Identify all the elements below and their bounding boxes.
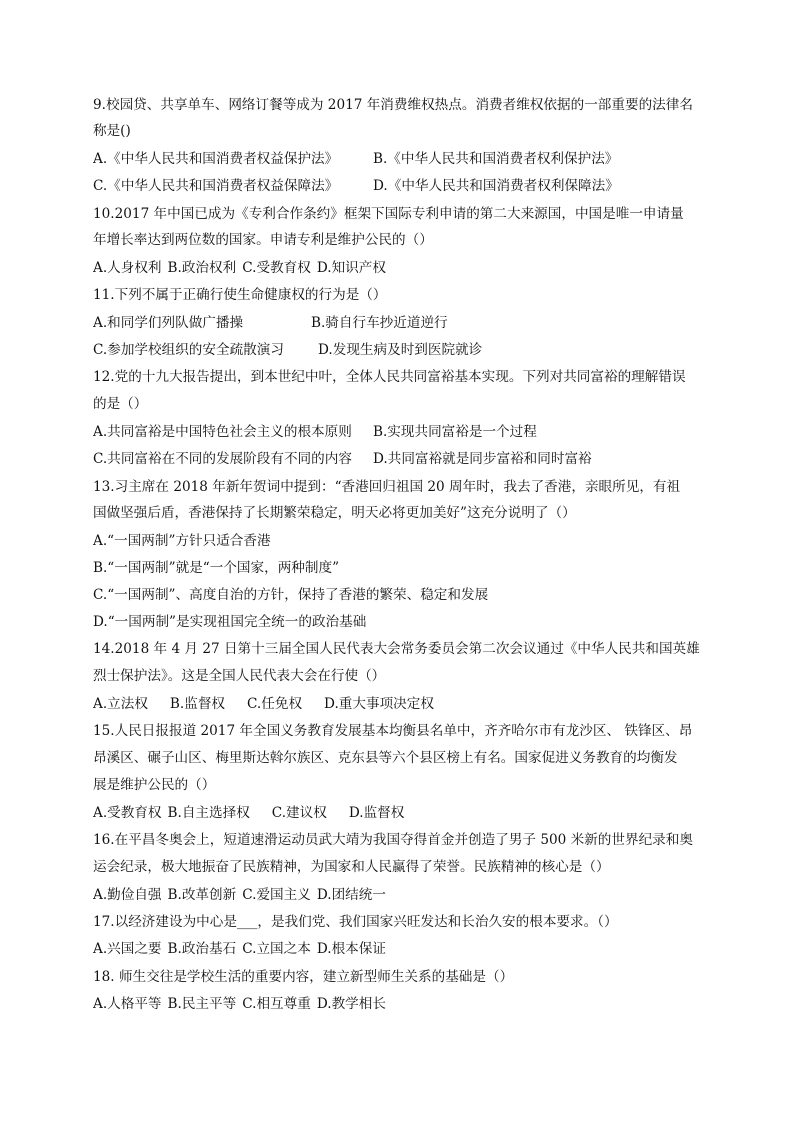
question-16-option-c: C.爱国主义 xyxy=(242,887,311,903)
question-14-option-d: D.重大事项决定权 xyxy=(324,696,434,712)
question-14-options xyxy=(93,695,708,713)
question-16-options xyxy=(93,886,708,904)
question-12-option-d: D.共同富裕就是同步富裕和同时富裕 xyxy=(373,451,592,467)
question-15-stem-line3: 展是维护公民的（） xyxy=(93,777,216,793)
question-15-stem-line1: 15.人民日报报道 2017 年全国义务教育发展基本均衡县名单中，齐齐哈尔市有龙沙区、 铁锋区、昂 xyxy=(93,723,693,739)
question-18-option-a: A.人格平等 xyxy=(93,996,162,1012)
question-9-option-b: B.《中华人民共和国消费者权利保护法》 xyxy=(373,151,619,167)
question-11-stem: 11.下列不属于正确行使生命健康权的行为是（） xyxy=(93,287,387,303)
question-12-option-b: B.实现共同富裕是一个过程 xyxy=(373,424,537,440)
question-10-option-d: D.知识产权 xyxy=(316,260,386,276)
question-12-options-row1 xyxy=(93,423,708,441)
question-11-option-b: B.骑自行车抄近道逆行 xyxy=(311,315,448,331)
question-13-stem-line2: 国做坚强后盾，香港保持了长期繁荣稳定，明天必将更加美好”这充分说明了（） xyxy=(93,505,576,521)
question-10-stem-line2: 年增长率达到两位数的国家。申请专利是维护公民的（） xyxy=(93,232,433,248)
question-12-option-a: A.共同富裕是中国特色社会主义的根本原则 xyxy=(93,424,352,440)
question-10-option-b: B.政治权利 xyxy=(167,260,237,276)
question-16-option-b: B.改革创新 xyxy=(167,887,237,903)
question-9-stem-line2: 称是() xyxy=(93,123,131,139)
question-13-option-c: C.“一国两制”、高度自治的方针，保持了香港的繁荣、稳定和发展 xyxy=(93,587,489,603)
question-12-stem-line1: 12.党的十九大报告提出，到本世纪中叶，全体人民共同富裕基本实现。下列对共同富裕的理解错误 xyxy=(93,369,686,385)
question-15-option-b: B.自主选择权 xyxy=(167,805,250,821)
question-10-options xyxy=(93,259,708,277)
question-14-option-a: A.立法权 xyxy=(93,696,148,712)
question-12-stem-line2: 的是（） xyxy=(93,396,148,412)
question-17-option-b: B.政治基石 xyxy=(167,941,237,957)
question-11-option-c: C.参加学校组织的安全疏散演习 xyxy=(93,342,284,358)
question-10-option-c: C.受教育权 xyxy=(242,260,311,276)
question-9-options-row1 xyxy=(93,150,708,168)
question-15-stem-line2: 昂溪区、碾子山区、梅里斯达斡尔族区、克东县等六个县区榜上有名。国家促进义务教育的均衡发 xyxy=(93,750,678,766)
question-13-option-d: D.“一国两制”是实现祖国完全统一的政治基础 xyxy=(93,614,367,630)
question-17-options xyxy=(93,940,708,958)
question-9-option-a: A.《中华人民共和国消费者权益保护法》 xyxy=(93,151,339,167)
question-10-stem-line1: 10.2017 年中国已成为《专利合作条约》框架下国际专利申请的第二大来源国，中国是唯一申请量 xyxy=(93,206,684,222)
question-18-options xyxy=(93,995,708,1013)
question-14-stem-line1: 14.2018 年 4 月 27 日第十三届全国人民代表大会常务委员会第二次会议通过《中华人民共和国英雄 xyxy=(93,641,700,657)
question-15-options xyxy=(93,804,708,822)
question-17-stem: 17.以经济建设为中心是___，是我们党、我们国家兴旺发达和长治久安的根本要求。（） xyxy=(93,914,618,930)
question-10-option-a: A.人身权利 xyxy=(93,260,162,276)
question-13-option-a: A.“一国两制”方针只适合香港 xyxy=(93,533,271,549)
question-18-stem: 18. 师生交往是学校生活的重要内容，建立新型师生关系的基础是（） xyxy=(93,969,514,985)
question-15-option-a: A.受教育权 xyxy=(93,805,162,821)
question-14-option-b: B.监督权 xyxy=(169,696,226,712)
question-9-options-row2 xyxy=(93,177,708,195)
question-16-option-a: A.勤俭自强 xyxy=(93,887,162,903)
question-14-stem-line2: 烈士保护法》。这是全国人民代表大会在行使（） xyxy=(93,668,386,684)
question-12-option-c: C.共同富裕在不同的发展阶段有不同的内容 xyxy=(93,451,352,467)
question-16-stem-line1: 16.在平昌冬奥会上，短道速滑运动员武大靖为我国夺得首金并创造了男子 500 米新的世界纪录和奥 xyxy=(93,832,693,848)
question-11-options-row2 xyxy=(93,341,708,359)
question-16-stem-line2: 运会纪录，极大地振奋了民族精神，为国家和人民赢得了荣誉。民族精神的核心是（） xyxy=(93,859,610,875)
question-11-options-row1 xyxy=(93,314,708,332)
question-13-option-b: B.“一国两制”就是“一个国家，两种制度” xyxy=(93,560,340,576)
question-14-option-c: C.任免权 xyxy=(247,696,303,712)
question-11-option-d: D.发现生病及时到医院就诊 xyxy=(318,342,483,358)
question-11-option-a: A.和同学们列队做广播操 xyxy=(93,315,244,331)
question-17-option-a: A.兴国之要 xyxy=(93,941,162,957)
question-18-option-c: C.相互尊重 xyxy=(242,996,311,1012)
question-15-option-c: C.建议权 xyxy=(271,805,327,821)
question-18-option-b: B.民主平等 xyxy=(167,996,237,1012)
question-15-option-d: D.监督权 xyxy=(348,805,405,821)
question-9-stem-line1: 9.校园贷、共享单车、网络订餐等成为 2017 年消费维权热点。消费者维权依据的一部重要的法律名 xyxy=(93,97,693,113)
question-18-option-d: D.教学相长 xyxy=(316,996,386,1012)
question-13-stem-line1: 13.习主席在 2018 年新年贺词中提到：“香港回归祖国 20 周年时，我去了香港，亲眼所见，有祖 xyxy=(93,479,681,495)
question-16-option-d: D.团结统一 xyxy=(316,887,386,903)
question-17-option-c: C.立国之本 xyxy=(242,941,311,957)
question-12-options-row2 xyxy=(93,450,708,468)
question-17-option-d: D.根本保证 xyxy=(316,941,386,957)
question-9-option-d: D.《中华人民共和国消费者权利保障法》 xyxy=(373,178,619,194)
question-9-option-c: C.《中华人民共和国消费者权益保障法》 xyxy=(93,178,339,194)
